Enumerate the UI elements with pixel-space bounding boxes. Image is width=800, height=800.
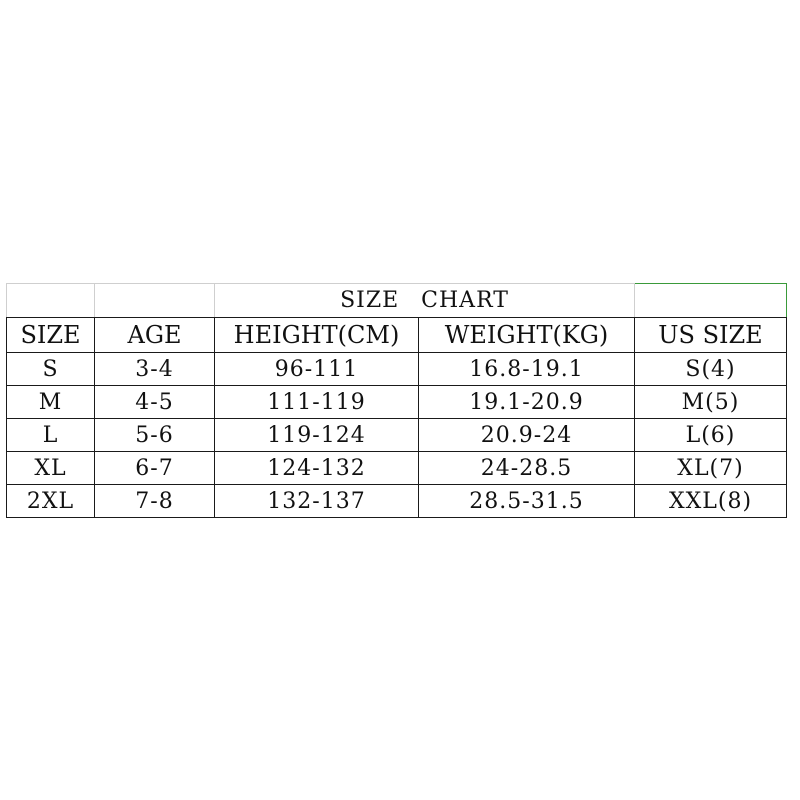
- table-cell: 96-111: [215, 353, 419, 386]
- table-cell: 4-5: [95, 386, 215, 419]
- title-blank-cell: [635, 284, 787, 318]
- table-cell: XL: [7, 452, 95, 485]
- size-chart-table: [6, 283, 787, 518]
- table-cell: 119-124: [215, 419, 419, 452]
- column-header: US SIZE: [635, 318, 787, 353]
- table-cell: XXL(8): [635, 485, 787, 518]
- table-cell: L(6): [635, 419, 787, 452]
- table-title: SIZE CHART: [215, 284, 635, 318]
- table-row: [7, 419, 787, 452]
- table-cell: 7-8: [95, 485, 215, 518]
- table-cell: 20.9-24: [419, 419, 635, 452]
- title-blank-cell: [7, 284, 95, 318]
- table-cell: 124-132: [215, 452, 419, 485]
- table-cell: 132-137: [215, 485, 419, 518]
- header-row: [7, 318, 787, 353]
- table-cell: 16.8-19.1: [419, 353, 635, 386]
- table-cell: S(4): [635, 353, 787, 386]
- table-cell: 19.1-20.9: [419, 386, 635, 419]
- table-row: [7, 353, 787, 386]
- table-row: [7, 485, 787, 518]
- table-cell: 111-119: [215, 386, 419, 419]
- title-row: [7, 284, 787, 318]
- table-cell: 28.5-31.5: [419, 485, 635, 518]
- table-cell: 3-4: [95, 353, 215, 386]
- table-cell: L: [7, 419, 95, 452]
- table-row: [7, 452, 787, 485]
- table-cell: M(5): [635, 386, 787, 419]
- table-cell: 2XL: [7, 485, 95, 518]
- column-header: HEIGHT(CM): [215, 318, 419, 353]
- table-cell: 5-6: [95, 419, 215, 452]
- table-cell: 6-7: [95, 452, 215, 485]
- title-blank-cell: [95, 284, 215, 318]
- table-cell: M: [7, 386, 95, 419]
- table-cell: S: [7, 353, 95, 386]
- column-header: WEIGHT(KG): [419, 318, 635, 353]
- column-header: AGE: [95, 318, 215, 353]
- table-cell: 24-28.5: [419, 452, 635, 485]
- table-cell: XL(7): [635, 452, 787, 485]
- column-header: SIZE: [7, 318, 95, 353]
- table-row: [7, 386, 787, 419]
